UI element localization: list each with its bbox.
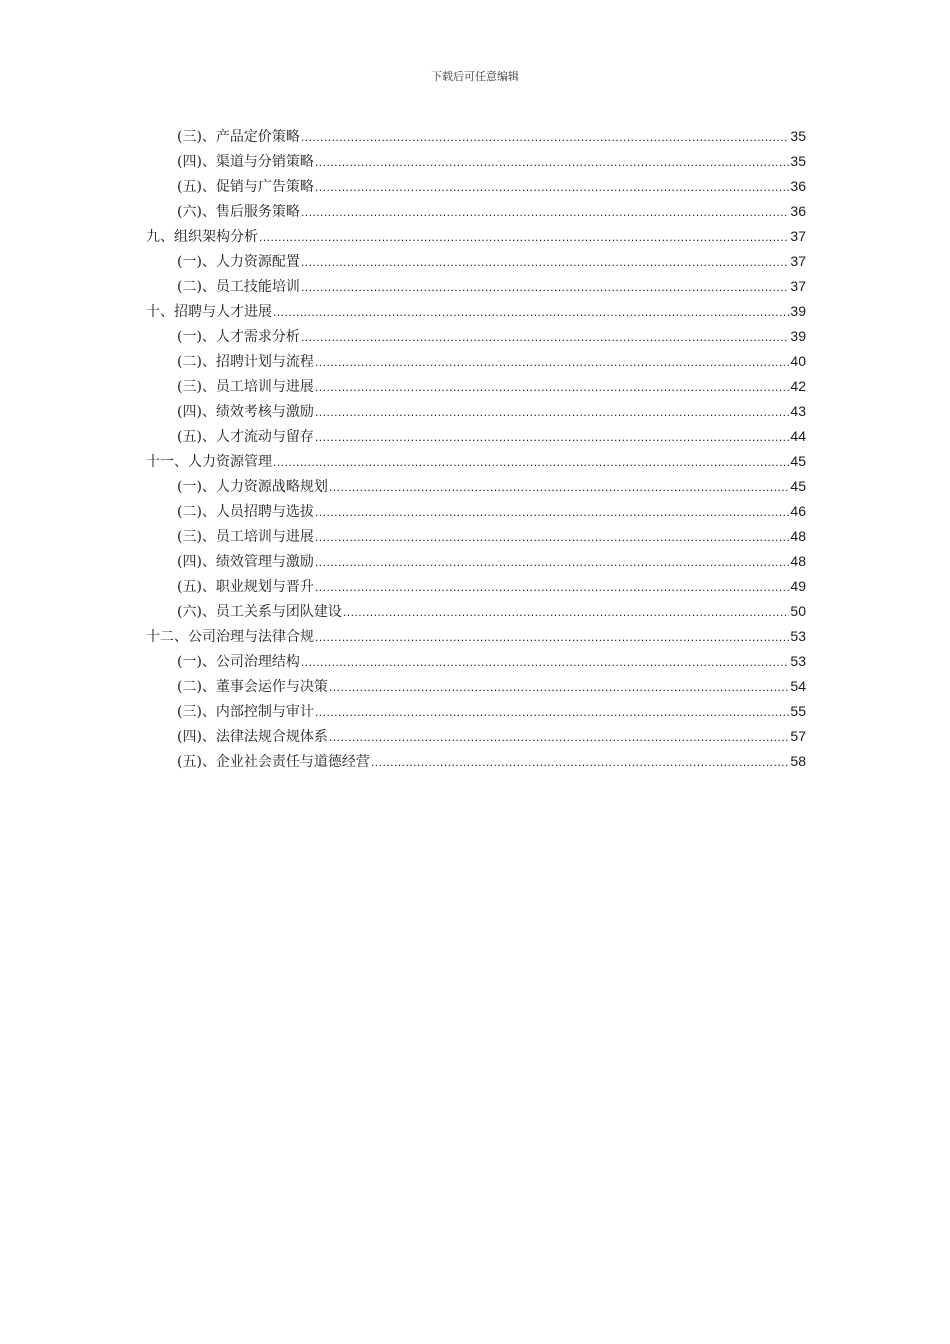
toc-page-number: 43 bbox=[790, 403, 806, 419]
toc-page-number: 53 bbox=[790, 628, 806, 644]
toc-section-entry[interactable] bbox=[146, 599, 806, 624]
toc-dot-leader bbox=[259, 225, 789, 250]
toc-page-number: 35 bbox=[790, 153, 806, 169]
toc-section-entry[interactable] bbox=[146, 199, 806, 224]
toc-section-entry[interactable] bbox=[146, 274, 806, 299]
toc-entry-title: (四)、法律法规合规体系 bbox=[177, 729, 328, 745]
toc-dot-leader bbox=[301, 325, 789, 350]
toc-page-number: 39 bbox=[790, 303, 806, 319]
toc-dot-leader bbox=[301, 200, 789, 225]
toc-entry-title: (四)、绩效管理与激励 bbox=[177, 554, 314, 570]
toc-dot-leader bbox=[315, 500, 789, 525]
toc-page-number: 36 bbox=[790, 178, 806, 194]
toc-entry-title: (三)、员工培训与进展 bbox=[177, 529, 314, 545]
toc-page-number: 39 bbox=[790, 328, 806, 344]
table-of-contents bbox=[146, 124, 806, 774]
toc-dot-leader bbox=[273, 450, 789, 475]
toc-page-number: 40 bbox=[790, 353, 806, 369]
toc-entry-title: (二)、董事会运作与决策 bbox=[177, 679, 328, 695]
page-header: 下载后可任意编辑 bbox=[431, 70, 519, 83]
toc-section-entry[interactable] bbox=[146, 699, 806, 724]
toc-section-entry[interactable] bbox=[146, 474, 806, 499]
toc-section-entry[interactable] bbox=[146, 374, 806, 399]
toc-dot-leader bbox=[315, 425, 789, 450]
toc-page-number: 46 bbox=[790, 503, 806, 519]
toc-page-number: 37 bbox=[790, 253, 806, 269]
toc-dot-leader bbox=[343, 600, 789, 625]
toc-entry-title: (四)、渠道与分销策略 bbox=[177, 154, 314, 170]
toc-entry-title: 十二、公司治理与法律合规 bbox=[146, 629, 314, 645]
toc-section-entry[interactable] bbox=[146, 399, 806, 424]
toc-entry-title: (六)、员工关系与团队建设 bbox=[177, 604, 342, 620]
toc-page-number: 45 bbox=[790, 453, 806, 469]
toc-dot-leader bbox=[301, 250, 789, 275]
toc-section-entry[interactable] bbox=[146, 324, 806, 349]
toc-dot-leader bbox=[315, 350, 789, 375]
toc-section-entry[interactable] bbox=[146, 674, 806, 699]
toc-page-number: 36 bbox=[790, 203, 806, 219]
toc-entry-title: (三)、内部控制与审计 bbox=[177, 704, 314, 720]
toc-section-entry[interactable] bbox=[146, 749, 806, 774]
toc-section-entry[interactable] bbox=[146, 524, 806, 549]
toc-dot-leader bbox=[315, 550, 789, 575]
toc-entry-title: (三)、员工培训与进展 bbox=[177, 379, 314, 395]
toc-page-number: 50 bbox=[790, 603, 806, 619]
toc-section-entry[interactable] bbox=[146, 549, 806, 574]
toc-section-entry[interactable] bbox=[146, 574, 806, 599]
toc-page-number: 35 bbox=[790, 128, 806, 144]
toc-dot-leader bbox=[315, 175, 789, 200]
toc-dot-leader bbox=[315, 575, 789, 600]
toc-dot-leader bbox=[315, 700, 789, 725]
toc-page-number: 53 bbox=[790, 653, 806, 669]
toc-section-entry[interactable] bbox=[146, 249, 806, 274]
toc-section-entry[interactable] bbox=[146, 724, 806, 749]
toc-entry-title: (一)、人力资源配置 bbox=[177, 254, 300, 270]
toc-dot-leader bbox=[301, 275, 789, 300]
toc-chapter-entry[interactable] bbox=[146, 299, 806, 324]
toc-dot-leader bbox=[315, 525, 789, 550]
toc-entry-title: (一)、人才需求分析 bbox=[177, 329, 300, 345]
toc-section-entry[interactable] bbox=[146, 649, 806, 674]
toc-dot-leader bbox=[329, 475, 789, 500]
toc-dot-leader bbox=[315, 150, 789, 175]
toc-dot-leader bbox=[315, 625, 789, 650]
toc-entry-title: (五)、企业社会责任与道德经营 bbox=[177, 754, 370, 770]
toc-page-number: 54 bbox=[790, 678, 806, 694]
toc-dot-leader bbox=[329, 725, 789, 750]
toc-section-entry[interactable] bbox=[146, 174, 806, 199]
toc-chapter-entry[interactable] bbox=[146, 624, 806, 649]
toc-entry-title: (五)、职业规划与晋升 bbox=[177, 579, 314, 595]
toc-chapter-entry[interactable] bbox=[146, 449, 806, 474]
toc-dot-leader bbox=[301, 650, 789, 675]
toc-chapter-entry[interactable] bbox=[146, 224, 806, 249]
toc-page-number: 48 bbox=[790, 528, 806, 544]
toc-entry-title: (六)、售后服务策略 bbox=[177, 204, 300, 220]
toc-dot-leader bbox=[329, 675, 789, 700]
toc-entry-title: (二)、员工技能培训 bbox=[177, 279, 300, 295]
toc-section-entry[interactable] bbox=[146, 499, 806, 524]
toc-entry-title: (二)、招聘计划与流程 bbox=[177, 354, 314, 370]
toc-dot-leader bbox=[315, 375, 789, 400]
toc-section-entry[interactable] bbox=[146, 349, 806, 374]
toc-page-number: 58 bbox=[790, 753, 806, 769]
toc-entry-title: 十一、人力资源管理 bbox=[146, 454, 272, 470]
toc-entry-title: (四)、绩效考核与激励 bbox=[177, 404, 314, 420]
toc-entry-title: (一)、人力资源战略规划 bbox=[177, 479, 328, 495]
toc-page-number: 45 bbox=[790, 478, 806, 494]
toc-entry-title: (二)、人员招聘与选拔 bbox=[177, 504, 314, 520]
toc-page-number: 57 bbox=[790, 728, 806, 744]
toc-page-number: 55 bbox=[790, 703, 806, 719]
toc-dot-leader bbox=[273, 300, 789, 325]
toc-section-entry[interactable] bbox=[146, 124, 806, 149]
toc-page-number: 49 bbox=[790, 578, 806, 594]
toc-entry-title: (一)、公司治理结构 bbox=[177, 654, 300, 670]
toc-page-number: 37 bbox=[790, 228, 806, 244]
toc-dot-leader bbox=[371, 750, 789, 775]
toc-page-number: 44 bbox=[790, 428, 806, 444]
toc-page-number: 37 bbox=[790, 278, 806, 294]
toc-entry-title: (五)、人才流动与留存 bbox=[177, 429, 314, 445]
toc-dot-leader bbox=[315, 400, 789, 425]
toc-page-number: 42 bbox=[790, 378, 806, 394]
toc-section-entry[interactable] bbox=[146, 149, 806, 174]
toc-section-entry[interactable] bbox=[146, 424, 806, 449]
toc-dot-leader bbox=[301, 125, 789, 150]
toc-entry-title: 九、组织架构分析 bbox=[146, 229, 258, 245]
toc-entry-title: (五)、促销与广告策略 bbox=[177, 179, 314, 195]
toc-entry-title: 十、招聘与人才进展 bbox=[146, 304, 272, 320]
toc-entry-title: (三)、产品定价策略 bbox=[177, 129, 300, 145]
toc-page-number: 48 bbox=[790, 553, 806, 569]
